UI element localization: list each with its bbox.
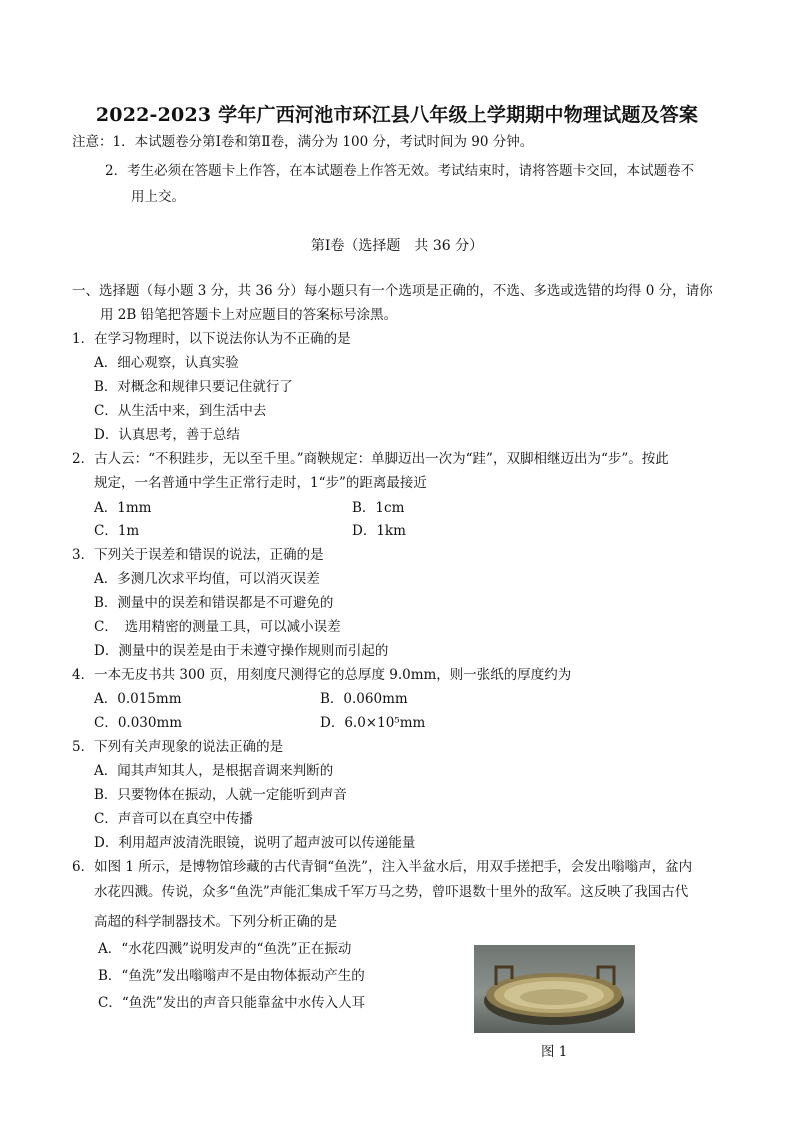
question-2-option-a: A．1mm [94,500,152,516]
question-4-option-b: B．0.060mm [320,691,408,707]
question-6-option-b: B．“鱼洗”发出嗡嗡声不是由物体振动产生的 [98,968,365,984]
question-4-option-d: D．6.0×10⁵mm [320,715,426,731]
question-5-stem: 5．下列有关声现象的说法正确的是 [72,739,284,755]
notice-line-3: 用上交。 [131,189,185,205]
bronze-basin-photo [474,945,635,1033]
question-6-stem-line-3: 高超的科学制器技术。下列分析正确的是 [94,914,337,930]
question-1-option-a: A．细心观察，认真实验 [94,355,239,371]
question-5-option-a: A．闻其声知其人，是根据音调来判断的 [94,763,334,779]
question-1-option-d: D．认真思考，善于总结 [94,427,240,443]
question-2-option-c: C．1m [94,523,140,539]
section-title: 第Ⅰ卷（选择题 共 36 分） [310,238,484,254]
question-5-option-d: D．利用超声波清洗眼镜，说明了超声波可以传递能量 [94,835,416,851]
question-3-option-d: D．测量中的误差是由于未遵守操作规则而引起的 [94,643,389,659]
question-5-option-c: C．声音可以在真空中传播 [94,811,253,827]
question-5-option-b: B．只要物体在振动，人就一定能听到声音 [94,787,347,803]
question-4-option-a: A．0.015mm [94,691,182,707]
question-2-option-d: D．1km [352,523,406,539]
question-4-option-c: C．0.030mm [94,715,183,731]
question-6-stem-line-1: 6．如图 1 所示，是博物馆珍藏的古代青铜“鱼洗”，注入半盆水后，用双手搓把手，会发出嗡嗡声，盆内 [72,859,693,875]
question-2-option-b: B．1cm [352,500,405,516]
question-3-option-b: B．测量中的误差和错误都是不可避免的 [94,595,334,611]
part-intro-line-2: 用 2B 铅笔把答题卡上对应题目的答案标号涂黑。 [100,307,398,323]
page-title: 2022-2023 学年广西河池市环江县八年级上学期期中物理试题及答案 [95,104,699,126]
question-1-option-b: B．对概念和规律只要记住就行了 [94,379,293,395]
question-2-stem-line-1: 2．古人云：“不积跬步，无以至千里。”商鞅规定：单脚迈出一次为“跬”，双脚相继迈出为“步”。按此 [72,451,669,467]
question-4-stem: 4．一本无皮书共 300 页，用刻度尺测得它的总厚度 9.0mm，则一张纸的厚度约为 [72,667,572,683]
question-1-stem: 1．在学习物理时，以下说法你认为不正确的是 [72,331,351,347]
figure-caption: 图 1 [541,1044,568,1060]
question-6-option-c: C．“鱼洗”发出的声音只能靠盆中水传入人耳 [98,995,366,1011]
question-6-stem-line-2: 水花四溅。传说，众多“鱼洗”声能汇集成千军万马之势，曾吓退数十里外的敌军。这反映了我国古代 [94,884,689,900]
question-3-option-a: A．多测几次求平均值，可以消灭误差 [94,571,320,587]
question-1-option-c: C．从生活中来，到生活中去 [94,403,267,419]
notice-line-1: 注意：1．本试题卷分第Ⅰ卷和第Ⅱ卷，满分为 100 分，考试时间为 90 分钟。 [72,134,534,150]
notice-line-2: 2．考生必须在答题卡上作答，在本试题卷上作答无效。考试结束时，请将答题卡交回，本试题卷不 [105,163,695,179]
question-3-option-c: C． 选用精密的测量工具，可以减小误差 [94,619,341,635]
part-intro-line-1: 一、选择题（每小题 3 分，共 36 分）每小题只有一个选项是正确的，不选、多选或选错的均得 0 分，请你 [72,283,713,299]
question-6-option-a: A．“水花四溅”说明发声的“鱼洗”正在振动 [98,941,352,957]
question-2-stem-line-2: 规定，一名普通中学生正常行走时，1“步”的距离最接近 [94,475,427,491]
question-3-stem: 3．下列关于误差和错误的说法，正确的是 [72,547,324,563]
